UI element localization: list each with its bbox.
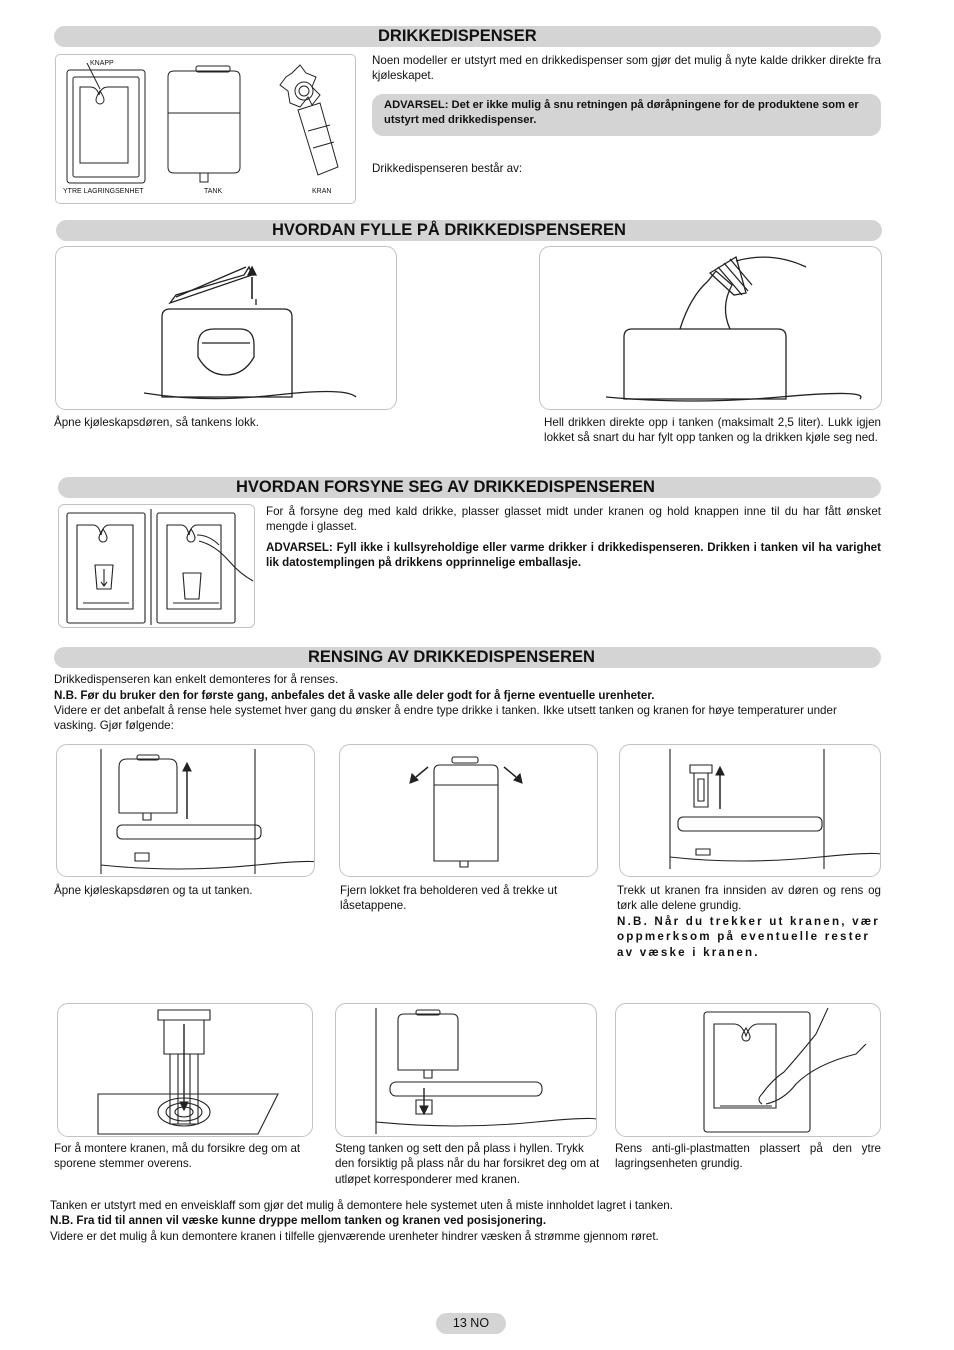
label-button: KNAPP: [90, 60, 114, 67]
figure-step1-remove-tank: [56, 744, 315, 877]
section4-line1: Drikkedispenseren kan enkelt demonteres for å renses.: [54, 673, 339, 686]
section-title: DRIKKEDISPENSER: [378, 27, 537, 45]
step3-caption: Trekk ut kranen fra innsiden av døren og rens og tørk alle delene grundig.: [617, 884, 881, 913]
section3-warning: ADVARSEL: Fyll ikke i kullsyreholdige eller varme drikker i drikkedispenseren. Drikken i tanken vil ha varighet lik datostemplingen på drikkens opprinnelige emballasje.: [266, 541, 881, 570]
step2-caption: Fjern lokket fra beholderen ved å trekke ut låsetappene.: [340, 884, 558, 913]
section-header-clean: [54, 647, 881, 668]
label-tap: KRAN: [312, 188, 332, 195]
section4-line2: N.B. Før du bruker den for første gang, anbefales det å vaske alle deler godt for å fjerne eventuelle urenheter.: [54, 689, 655, 702]
step6-caption: Rens anti-gli-plastmatten plassert på den ytre lagringsenheten grundig.: [615, 1142, 881, 1171]
figure-open-lid: [55, 246, 397, 410]
page-number: 13 NO: [436, 1313, 506, 1334]
pour-drink-illustration: [540, 247, 882, 410]
figure-step6-clean-mat: [615, 1003, 881, 1137]
label-outer-unit: YTRE LAGRINGSENHET: [63, 188, 144, 195]
section-title: HVORDAN FORSYNE SEG AV DRIKKEDISPENSEREN: [236, 478, 655, 496]
section4-footer3: Videre er det mulig å kun demontere kranen i tilfelle gjenværende urenheter hindrer væsken å strømme gjennom røret.: [50, 1230, 659, 1243]
step3-nb: N.B. Når du trekker ut kranen, vær oppmerksom på eventuelle rester av væske i kranen.: [617, 915, 880, 959]
step1-illustration: [57, 745, 315, 877]
section3-text: For å forsyne deg med kald drikke, plasser glasset midt under kranen og hold knappen inne til du har fått ønsket mengde i glasset.: [266, 505, 881, 534]
step6-illustration: [616, 1004, 881, 1137]
step4-illustration: [58, 1004, 313, 1137]
section1-consists-of: Drikkedispenseren består av:: [372, 162, 523, 175]
step5-caption: Steng tanken og sett den på plass i hyllen. Trykk den forsiktig på plass når du har forsikret deg om at utløpet korresponderer med kranen.: [335, 1142, 600, 1186]
step4-caption: For å montere kranen, må du forsikre deg om at sporene stemmer overens.: [54, 1142, 301, 1171]
section-header-drikkedispenser: [54, 26, 881, 47]
step1-caption: Åpne kjøleskapsdøren og ta ut tanken.: [54, 884, 253, 897]
section2-caption-right: Hell drikken direkte opp i tanken (maksimalt 2,5 liter). Lukk igjen lokket så snart du har fylt opp tanken og la drikken kjøle seg ned.: [544, 416, 881, 445]
open-lid-illustration: [56, 247, 397, 410]
label-tank: TANK: [204, 188, 223, 195]
section-title: RENSING AV DRIKKEDISPENSEREN: [308, 648, 595, 666]
section4-line3: Videre er det anbefalt å rense hele systemet hver gang du ønsker å endre type drikke i tanken. Ikke utsett tanken og kranen for høye temperaturer under vasking. Gjør følgende:: [54, 704, 837, 733]
figure-step4-mount-tap: [57, 1003, 313, 1137]
section-header-fill: [56, 220, 882, 241]
section-title: HVORDAN FYLLE PÅ DRIKKEDISPENSEREN: [272, 221, 626, 239]
figure-step3-remove-tap: [619, 744, 881, 877]
figure-dispenser-components: [55, 54, 356, 204]
section2-caption-left: Åpne kjøleskapsdøren, så tankens lokk.: [54, 416, 259, 429]
step3-illustration: [620, 745, 881, 877]
section4-footer2: N.B. Fra tid til annen vil væske kunne dryppe mellom tanken og kranen ved posisjonering.: [50, 1214, 547, 1227]
step5-illustration: [336, 1004, 597, 1137]
step2-illustration: [340, 745, 598, 877]
figure-step5-close-tank: [335, 1003, 597, 1137]
section1-warning-box: ADVARSEL: Det er ikke mulig å snu retningen på døråpningene for de produktene som er utstyrt med drikkedispenser.: [372, 94, 881, 136]
figure-step2-remove-lid: [339, 744, 598, 877]
figure-pour-drink: [539, 246, 882, 410]
serve-drink-illustration: [59, 505, 255, 628]
figure-serve-drink: [58, 504, 255, 628]
section4-footer1: Tanken er utstyrt med en enveisklaff som gjør det mulig å demontere hele systemet uten å miste innholdet lagret i tanken.: [50, 1199, 673, 1212]
section1-intro: Noen modeller er utstyrt med en drikkedispenser som gjør det mulig å nyte kalde drikker direkte fra kjøleskapet.: [372, 54, 881, 83]
section-header-serve: [58, 477, 881, 498]
dispenser-components-illustration: [56, 55, 356, 204]
